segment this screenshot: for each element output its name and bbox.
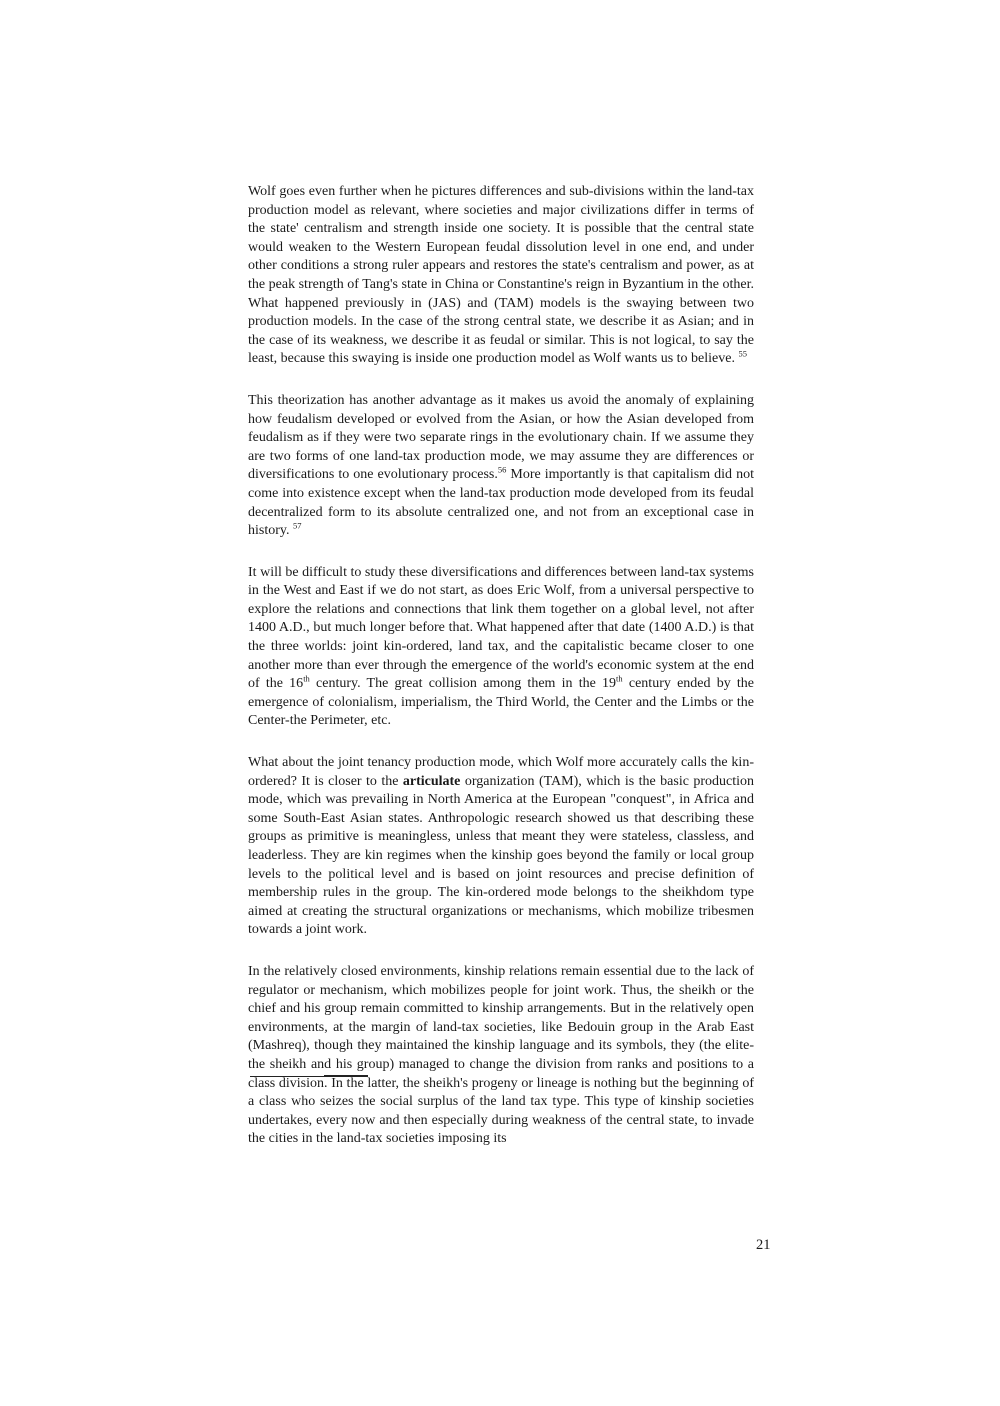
text-run: organization (TAM), which is the basic production mode, which was prevailing in North America at the European "conquest", in Africa and some South-East Asian states. Anthropologic research showed us that describing these groups as primitive is meaningless, unless that meant they were stateless, classless, and leaderless. They are kin regimes when the kinship goes beyond the family or local group levels to the political level and is based on joint resources and precise definition of membership rules in the group. The kin-ordered mode belongs to the sheikhdom type aimed at creating the structural organizations or mechanisms, which mobilize tribesmen towards a joint work. [248,773,755,938]
text-run: What about the joint tenancy production mode, which Wolf more accurately calls the kin-ordered? It is closer to the [248,755,754,789]
page-number: 21 [756,1237,771,1253]
paragraph [248,754,754,940]
footnote-ref: 56 [497,464,507,475]
paragraph [248,564,754,731]
text-run: Wolf goes even further when he pictures differences and sub-divisions within the land-tax production model as relevant, where societies and major civilizations differ in terms of the state' centralism and strength inside one society. It is possible that the central state would weaken to the Western European feudal dissolution level in one end, and under other conditions a strong ruler appears and restores the state's centralism and power, as at the peak strength of Tang's state in China or Constantine's reign in Byzantium in the other. What happened previously in (JAS) and (TAM) models is the swaying between two production models. In the case of the strong central state, we describe it as Asian; and in the case of its weakness, we describe it as feudal or similar. This is not logical, to say the least, because this swaying is inside one production model as Wolf wants us to believe. [248,184,754,367]
text-run: More importantly is that capitalism did not come into existence except when the land-tax production mode developed from its feudal decentralized form to its absolute centralized one, and not from an exceptional case in history. [248,467,754,539]
footnote-ref: th [303,673,310,684]
text-run: It will be difficult to study these diversifications and differences between land-tax systems in the West and East if we do not start, as does Eric Wolf, from a universal perspective to explore the relations and connections that link them together on a global level, not after 1400 A.D., but much longer before that. What happened after that date (1400 A.D.) is that the three worlds: joint kin-ordered, land tax, and the capitalistic became closer to one another more than ever through the emergence of the world's economic system at the end of the 16 [248,564,754,692]
body-text [248,183,754,1172]
text-run: century. The great collision among them in the 19 [309,676,617,692]
footnote-ref: 57 [292,520,302,531]
footnote-ref: 55 [738,348,747,359]
text-run: In the relatively closed environments, kinship relations remain essential due to the lack of regulator or mechanism, which mobilizes people for joint work. Thus, the sheikh or the chief and his group remain committed to kinship arrangements. But in the relatively open environments, at the margin of land-tax societies, like Bedouin group in the Arab East (Mashreq), though they maintained the kinship language and its symbols, they (the elite-the sheikh and his group) managed to change the division from ranks and positions to a class division. In the latter, the sheikh's progeny or lineage is nothing but the beginning of a class who seizes the social surplus of the land tax type. This type of kinship societies undertakes, every now and then especially during weakness of the central state, to invade the cities in the land-tax societies imposing its [248,963,754,1147]
text-run: century ended by the emergence of colonialism, imperialism, the Third World, the Center and the Limbs or the Center-the Perimeter, etc. [248,676,755,729]
footnote-separator [250,1076,368,1077]
footnote-ref: th [616,673,623,684]
paragraph [248,392,754,541]
text-run: This theorization has another advantage as it makes us avoid the anomaly of explaining how feudalism developed or evolved from the Asian, or how the Asian developed from feudalism as if they were two separate rings in the evolutionary chain. If we assume they are two forms of one land-tax production mode, we may assume they are differences or diversifications to one evolutionary process. [248,392,754,483]
bold-term: articulate [402,773,461,789]
paragraph [248,963,754,1149]
paragraph [248,183,754,369]
